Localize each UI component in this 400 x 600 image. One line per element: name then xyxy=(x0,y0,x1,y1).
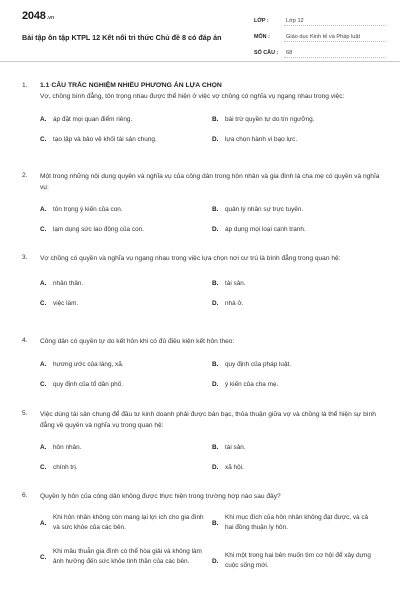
question-number: 1. xyxy=(22,82,28,89)
option-text: xã hội. xyxy=(225,464,244,471)
question-text: Quyền ly hôn của công dân không được thực hiện trong trường hợp nào sau đây? xyxy=(40,493,281,500)
question-number: 6. xyxy=(22,492,28,499)
meta-subject-value: Giáo dục Kinh tế và Pháp luật xyxy=(284,33,386,42)
option-letter: A. xyxy=(40,206,47,213)
option-text: quy định của tổ dân phố. xyxy=(53,380,123,388)
option-d[interactable] xyxy=(212,380,382,389)
meta-subject-row xyxy=(254,29,386,45)
option-letter: D. xyxy=(212,226,219,233)
option-a[interactable] xyxy=(40,360,210,369)
option-letter: D. xyxy=(212,557,219,565)
option-text: áp dụng mọi loại cạnh tranh. xyxy=(225,226,306,233)
options xyxy=(40,201,382,237)
option-letter: C. xyxy=(40,464,47,471)
option-letter: B. xyxy=(212,115,219,123)
meta-count-value: 68 xyxy=(284,49,386,58)
question-body xyxy=(40,337,382,392)
option-a[interactable] xyxy=(40,279,210,288)
option-a[interactable] xyxy=(40,443,210,452)
option-text: nhà ở. xyxy=(225,299,244,307)
option-letter: B. xyxy=(212,360,219,368)
meta-class-label: LỚP : xyxy=(254,18,269,24)
option-text: tài sản. xyxy=(225,279,246,287)
option-letter: A. xyxy=(40,444,47,451)
option-text: tài sản. xyxy=(225,444,246,451)
option-text: Khi một trong hai bên muốn tìm cơ hội để xây dựng cuộc sống mới. xyxy=(225,551,371,569)
options xyxy=(40,273,382,309)
site-logo[interactable] xyxy=(22,10,54,22)
question-text: Vợ, chồng bình đẳng, tôn trọng nhau được thể hiện ở việc vợ chồng có nghĩa vụ ngang nhau trong việc: xyxy=(40,93,345,100)
options xyxy=(40,356,382,392)
document-meta xyxy=(254,13,386,61)
meta-count-row xyxy=(254,45,386,61)
option-text: chính trị. xyxy=(53,464,78,471)
option-letter: A. xyxy=(40,519,47,527)
document-title: Bài tập ôn tập KTPL 12 Kết nối tri thức Chủ đề 8 có đáp án xyxy=(22,33,222,42)
option-letter: B. xyxy=(212,519,219,527)
option-text: bài trừ quyền tự do tín ngưỡng. xyxy=(225,115,315,123)
option-a[interactable] xyxy=(40,513,205,534)
meta-subject-label: MÔN : xyxy=(254,34,270,40)
option-d[interactable] xyxy=(212,299,382,308)
question-body xyxy=(40,82,382,147)
question-number: 3. xyxy=(22,254,28,261)
section-heading: 1.1 CÂU TRẮC NGHIỆM NHIỀU PHƯƠNG ÁN LỰA CHỌN xyxy=(40,82,222,89)
option-text: tôn trọng ý kiến của con. xyxy=(53,206,123,213)
option-letter: B. xyxy=(212,206,219,213)
option-d[interactable] xyxy=(212,551,377,572)
option-text: việc làm. xyxy=(53,299,79,307)
option-letter: C. xyxy=(40,135,47,143)
option-d[interactable] xyxy=(212,463,382,472)
options xyxy=(40,439,382,475)
question-number: 4. xyxy=(22,337,28,344)
option-text: tạo lập và bảo vệ khối tài sản chung. xyxy=(53,135,157,143)
option-letter: B. xyxy=(212,279,219,287)
option-text: hương ước của làng, xã. xyxy=(53,360,124,368)
logo-text: 2048 xyxy=(22,10,46,22)
option-text: áp đặt mọi quan điểm riêng. xyxy=(53,115,133,123)
option-d[interactable] xyxy=(212,135,382,144)
question-body xyxy=(40,492,382,600)
options xyxy=(40,111,382,147)
option-letter: A. xyxy=(40,360,47,368)
option-text: lựa chọn hành vi bạo lực. xyxy=(225,135,298,143)
option-c[interactable] xyxy=(40,225,210,234)
option-text: hôn nhân. xyxy=(53,444,82,451)
options xyxy=(40,511,382,600)
option-a[interactable] xyxy=(40,205,210,214)
option-a[interactable] xyxy=(40,115,210,124)
option-b[interactable] xyxy=(212,443,382,452)
option-text: Khi mục đích của hôn nhân không đạt được, và cả hai đồng thuận ly hôn. xyxy=(225,513,369,531)
option-text: quản lý nhân sự trực tuyến. xyxy=(225,206,304,213)
option-letter: D. xyxy=(212,135,219,143)
option-letter: D. xyxy=(212,299,219,307)
question-body xyxy=(40,254,382,309)
option-c[interactable] xyxy=(40,547,205,568)
question-text: Một trong những nội dung quyền và nghĩa vụ của công dân trong hôn nhân và gia đình là cha mẹ có quyền và nghĩa vụ: xyxy=(40,173,380,191)
option-text: nhân thân. xyxy=(53,279,84,287)
option-text: quy định của pháp luật. xyxy=(225,360,292,368)
meta-count-label: SỐ CÂU : xyxy=(254,50,279,56)
option-letter: A. xyxy=(40,279,47,287)
option-text: ý kiến của cha mẹ. xyxy=(225,380,279,388)
option-c[interactable] xyxy=(40,299,210,308)
option-letter: C. xyxy=(40,553,47,561)
option-c[interactable] xyxy=(40,135,210,144)
question-text: Việc dùng tài sản chung để đầu tư kinh doanh phải được bàn bạc, thỏa thuận giữa vợ và chồng là thể hiện sự bình đẳng về quyền và nghĩa vụ trong quan hệ: xyxy=(40,411,376,429)
option-b[interactable] xyxy=(212,360,382,369)
option-letter: C. xyxy=(40,299,47,307)
question-body xyxy=(40,172,382,237)
question-number: 2. xyxy=(22,172,28,179)
option-letter: D. xyxy=(212,464,219,471)
option-b[interactable] xyxy=(212,279,382,288)
option-c[interactable] xyxy=(40,463,210,472)
option-b[interactable] xyxy=(212,115,382,124)
option-letter: C. xyxy=(40,380,47,388)
option-text: Khi hôn nhân không còn mang lại lợi ích cho gia đình và sức khỏe của các bên. xyxy=(53,513,204,531)
option-text: Khi mâu thuẫn gia đình có thể hòa giải và không làm ảnh hưởng đến sức khỏe tinh thần của các bên. xyxy=(53,547,202,565)
question-body xyxy=(40,410,382,475)
option-text: lạm dụng sức lao động của con. xyxy=(53,226,144,233)
logo-suffix: .vn xyxy=(46,15,55,21)
option-letter: C. xyxy=(40,226,47,233)
meta-class-value: Lớp 12 xyxy=(284,17,386,26)
option-b[interactable] xyxy=(212,513,377,534)
option-c[interactable] xyxy=(40,380,210,389)
option-letter: D. xyxy=(212,380,219,388)
option-letter: B. xyxy=(212,444,219,451)
option-d[interactable] xyxy=(212,225,382,234)
question-text: Vợ chồng có quyền và nghĩa vụ ngang nhau trong việc lựa chọn nơi cư trú là bình đẳng trong quan hệ: xyxy=(40,255,341,262)
option-b[interactable] xyxy=(212,205,382,214)
question-text: Công dân có quyền tự do kết hôn khi có đủ điều kiện kết hôn theo: xyxy=(40,338,235,345)
document-header xyxy=(0,0,400,62)
meta-class-row xyxy=(254,13,386,29)
option-letter: A. xyxy=(40,115,47,123)
question-number: 5. xyxy=(22,410,28,417)
